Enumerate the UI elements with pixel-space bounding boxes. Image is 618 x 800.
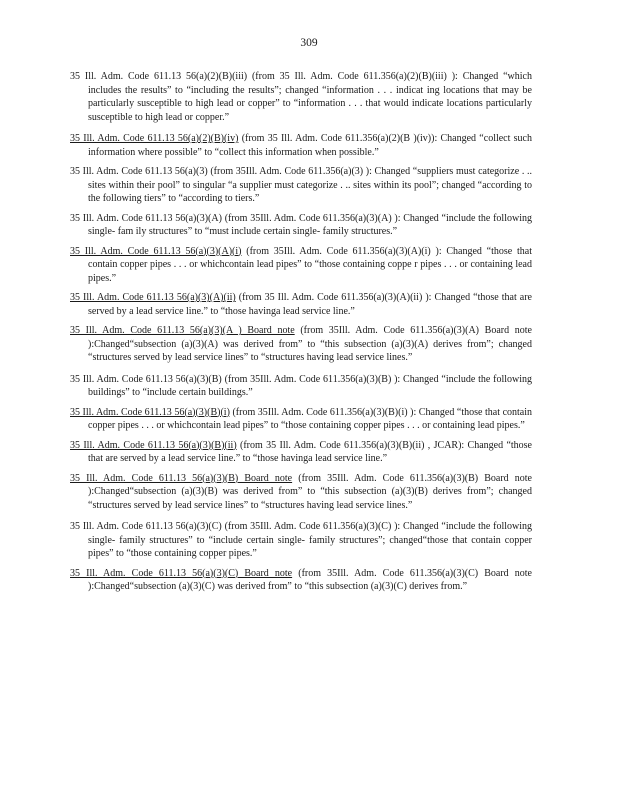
change-description: (from 35Ill. Adm. Code 611.356(a)(3)(C) ): Changed “include the following single- family structures” to “include certain single- family structures”; changed“those that contain copper pipes” to “those containing copper pipes.” — [88, 521, 532, 559]
change-description: (from 35Ill. Adm. Code 611.356(a)(3)(C) Board note ):Changed“subsection (a)(3)(C) was derived from” to “this subsection (a)(3)(C) derives from.” — [88, 567, 532, 592]
code-citation: 35 Ill. Adm. Code 611.13 56(a)(3)(A)(ii) — [70, 292, 236, 303]
code-citation: 35 Ill. Adm. Code 611.13 56(a)(3)(A ) Board note — [70, 325, 295, 336]
code-citation: 35 Ill. Adm. Code 611.13 56(a)(2)(B)(iv) — [70, 133, 239, 144]
code-citation: 35 Ill. Adm. Code 611.13 56(a)(2)(B)(iii) — [70, 71, 248, 82]
change-description: (from 35 Ill. Adm. Code 611.356(a)(3)(A)(ii) ): Changed “those that are served by a lead service line.” to “those havinga lead service line.” — [88, 292, 532, 317]
amendment-entry — [70, 567, 532, 594]
code-citation: 35 Ill. Adm. Code 611.13 56(a)(3)(C) Board note — [70, 567, 293, 579]
change-description: (from 35Ill. Adm. Code 611.356(a)(3)(A)(i) ): Changed “those that contain copper pipes . . . or whichcontain lead pipes” to “those containing coppe r pipes . . . or containing lead pipes.” — [88, 245, 532, 284]
change-description: (from 35Ill. Adm. Code 611.356(a)(3)(B)(i) ): Changed “those that contain copper pipes . . . or whichcontain lead pipes” to “those containing copper pipes . . . or containing lead pipes.” — [88, 406, 533, 431]
change-description: (from 35Ill. Adm. Code 611.356(a)(3)(B) Board note ):Changed“subsection (a)(3)(B) was derived from” to “this subsection (a)(3)(B) derives from”; changed “structures served by lead service lines” to “structures having lead service lines.” — [88, 472, 532, 511]
amendment-entry — [70, 165, 532, 206]
change-description: (from 35Ill. Adm. Code 611.356(a)(3)(B) ): Changed “include the following buildings” to “include certain buildings.” — [88, 373, 532, 398]
amendment-entry — [70, 70, 532, 124]
change-description: (from 35 Ill. Adm. Code 611.356(a)(2)(B)(iii) ): Changed “which includes the results” to “including the results”; changed “information . . . indicat ing locations that may be particularly susceptible to high lead or copper” to “information . . . that would indicate locations particularly susceptible to high lead or copper.” — [88, 71, 532, 123]
amendment-entry — [70, 472, 532, 513]
change-description: (from 35Ill. Adm. Code 611.356(a)(3)(A) Board note ):Changed“subsection (a)(3)(A) was derived from” to “this subsection (a)(3)(A) derives from”; changed “structures served by lead service lines” to “structures having lead service lines.” — [88, 325, 532, 363]
amendment-entry — [70, 245, 532, 286]
amendment-entry — [70, 132, 532, 159]
amendment-entry — [70, 439, 532, 466]
change-description: (from 35Ill. Adm. Code 611.356(a)(3)(A) ): Changed “include the following single- fam ily structures” to “must include certain single- family structures.” — [88, 212, 532, 237]
change-description: (from 35 Ill. Adm. Code 611.356(a)(3)(B)(ii) , JCAR): Changed “those that are served by a lead service line.” to “those havinga lead service line.” — [88, 439, 532, 464]
code-citation: 35 Ill. Adm. Code 611.13 56(a)(3)(B)(i) — [70, 406, 230, 418]
code-citation: 35 Ill. Adm. Code 611.13 56(a)(3) — [70, 166, 208, 177]
code-citation: 35 Ill. Adm. Code 611.13 56(a)(3)(A) — [70, 212, 222, 224]
amendment-entry — [70, 212, 532, 239]
code-citation: 35 Ill. Adm. Code 611.13 56(a)(3)(C) — [70, 521, 222, 532]
code-citation: 35 Ill. Adm. Code 611.13 56(a)(3)(B) — [70, 373, 222, 385]
amendment-entry — [70, 291, 532, 318]
code-citation: 35 Ill. Adm. Code 611.13 56(a)(3)(B) Board note — [70, 472, 293, 484]
change-description: (from 35 Ill. Adm. Code 611.356(a)(2)(B )(iv)): Changed “collect such information where possible” to “collect this information when possible.” — [88, 133, 532, 158]
amendment-entry — [70, 520, 532, 561]
amendment-entry — [70, 373, 532, 400]
amendment-list — [70, 70, 532, 600]
code-citation: 35 Ill. Adm. Code 611.13 56(a)(3)(A)(i) — [70, 245, 242, 257]
change-description: (from 35Ill. Adm. Code 611.356(a)(3) ): Changed “suppliers must categorize . .. sites within their pool” to singular “a supplier must categorize . .. sites within its pool”; changed “according to the following tiers” to “according to tiers.” — [88, 166, 532, 204]
amendment-entry — [70, 324, 532, 365]
amendment-entry — [70, 406, 532, 433]
page-number: 309 — [300, 37, 318, 49]
code-citation: 35 Ill. Adm. Code 611.13 56(a)(3)(B)(ii) — [70, 439, 237, 451]
